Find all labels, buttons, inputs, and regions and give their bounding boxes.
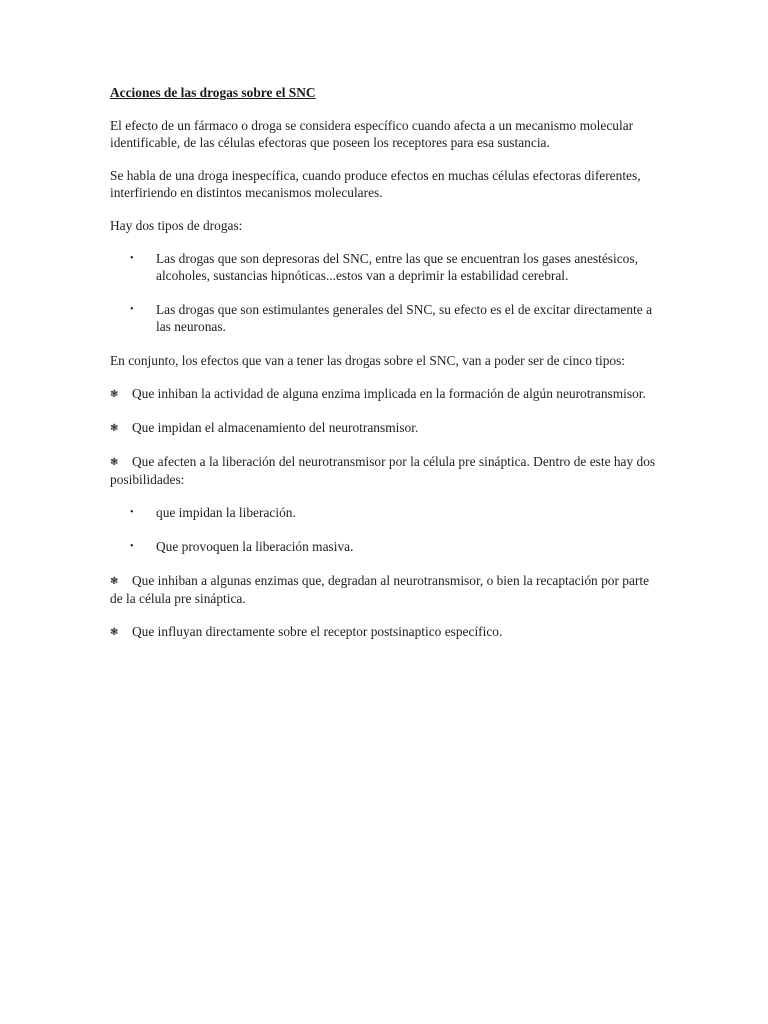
list-item bbox=[110, 250, 662, 284]
flower-bullet-icon: ❃ bbox=[110, 627, 119, 638]
effect-item-text: Que afecten a la liberación del neurotransmisor por la célula pre sináptica. Dentro de este hay dos posibilidades: bbox=[110, 454, 656, 487]
drug-types-list bbox=[110, 250, 662, 335]
paragraph-effects-intro: En conjunto, los efectos que van a tener las drogas sobre el SNC, van a poder ser de cinco tipos: bbox=[110, 353, 626, 368]
list-item-text: Las drogas que son estimulantes generales del SNC, su efecto es el de excitar directamente a las neuronas. bbox=[156, 302, 653, 334]
effect-item-text: Que impidan el almacenamiento del neurotransmisor. bbox=[132, 420, 419, 435]
list-item bbox=[110, 301, 662, 335]
release-options-list bbox=[110, 504, 662, 555]
list-item-text: Las drogas que son depresoras del SNC, entre las que se encuentran los gases anestésicos, alcoholes, sustancias hipnóticas...estos van a deprimir la estabilidad cerebral. bbox=[156, 251, 638, 283]
effect-item bbox=[110, 623, 662, 641]
bullet-icon: • bbox=[130, 304, 134, 315]
document-title: Acciones de las drogas sobre el SNC bbox=[110, 85, 316, 100]
effect-item bbox=[110, 385, 662, 403]
list-item-text: Que provoquen la liberación masiva. bbox=[156, 539, 354, 554]
flower-bullet-icon: ❃ bbox=[110, 457, 119, 468]
paragraph-drug-types-intro: Hay dos tipos de drogas: bbox=[110, 218, 243, 233]
flower-bullet-icon: ❃ bbox=[110, 576, 119, 587]
bullet-icon: • bbox=[130, 541, 134, 552]
flower-bullet-icon: ❃ bbox=[110, 389, 119, 400]
bullet-icon: • bbox=[130, 507, 134, 518]
effect-item-text: Que influyan directamente sobre el receptor postsinaptico específico. bbox=[132, 624, 503, 639]
list-item bbox=[110, 538, 662, 555]
list-item-text: que impidan la liberación. bbox=[156, 505, 296, 520]
effect-item bbox=[110, 572, 662, 607]
effect-item bbox=[110, 419, 662, 437]
bullet-icon: • bbox=[130, 253, 134, 264]
list-item bbox=[110, 504, 662, 521]
document-body bbox=[110, 84, 662, 657]
effect-item-text: Que inhiban a algunas enzimas que, degradan al neurotransmisor, o bien la recaptación por parte de la célula pre sináptica. bbox=[110, 573, 650, 606]
effect-item-text: Que inhiban la actividad de alguna enzima implicada en la formación de algún neurotransmisor. bbox=[132, 386, 646, 401]
paragraph-nonspecific-drug: Se habla de una droga inespecífica, cuando produce efectos en muchas células efectoras diferentes, interfiriendo en distintos mecanismos moleculares. bbox=[110, 168, 641, 200]
paragraph-specific-drug: El efecto de un fármaco o droga se considera específico cuando afecta a un mecanismo molecular identificable, de las células efectoras que poseen los receptores para esa sustancia. bbox=[110, 118, 634, 150]
flower-bullet-icon: ❃ bbox=[110, 423, 119, 434]
effect-item bbox=[110, 453, 662, 488]
